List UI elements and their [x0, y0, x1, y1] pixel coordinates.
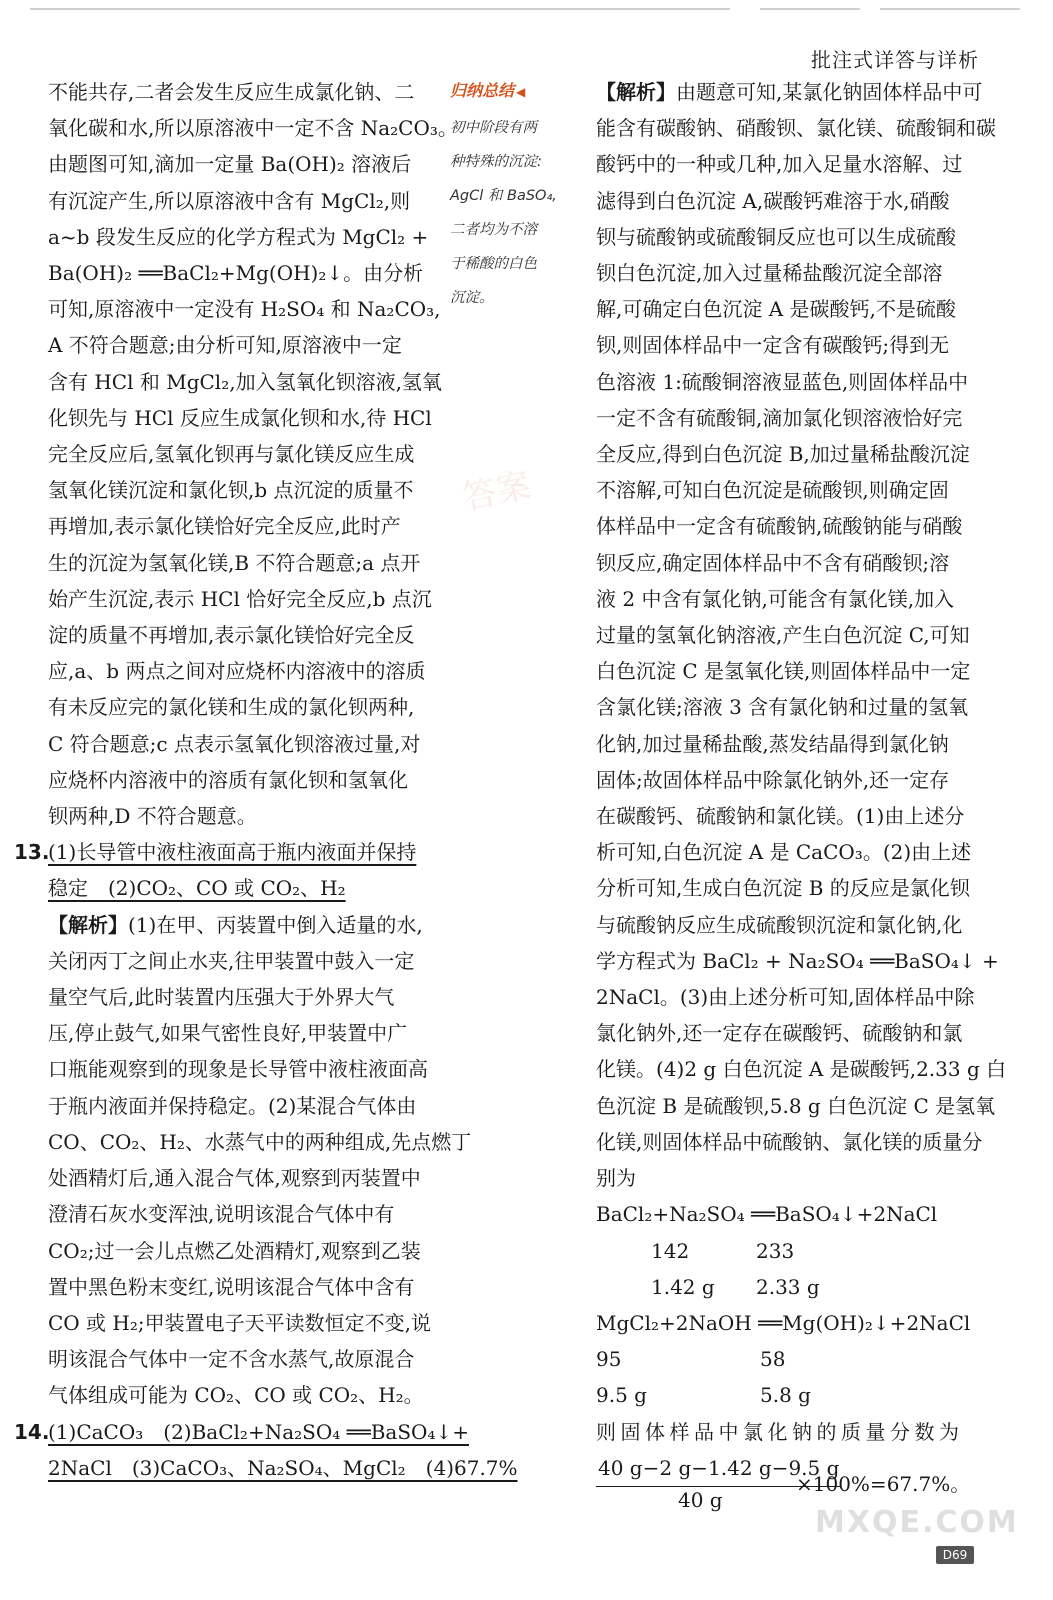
header-title: 批注式详答与详析 [811, 48, 979, 72]
margin-note [450, 80, 570, 315]
text-line: 一定不含有硫酸铜,滴加氯化钡溶液恰好完 [596, 405, 963, 430]
text-line: 分析可知,生成白色沉淀 B 的反应是氯化钡 [596, 876, 970, 901]
text-span: (1)在甲、丙装置中倒入适量的水, [128, 912, 423, 937]
watermark: MXQE.COM [815, 1505, 1019, 1540]
text-line: 含有 HCl 和 MgCl₂,加入氢氧化钡溶液,氢氧 [48, 369, 442, 394]
calc-mr-row-1 [596, 1233, 986, 1269]
analysis-tag: 【解析】 [48, 912, 128, 937]
answer-text: 稳定 (2)CO₂、CO 或 CO₂、H₂ [48, 876, 346, 901]
fraction-result: ×100%=67.7%。 [796, 1471, 971, 1496]
question-number: 14. [14, 1419, 50, 1444]
text-line: 与硫酸钠反应生成硫酸钡沉淀和氯化钠,化 [596, 912, 963, 937]
text-line: CO₂;过一会儿点燃乙处酒精灯,观察到乙装 [48, 1238, 421, 1263]
text-line: 关闭丙丁之间止水夹,往甲装置中鼓入一定 [48, 948, 415, 973]
text-line: 氯化钠外,还一定存在碳酸钙、硫酸钠和氯 [596, 1021, 963, 1046]
text-line: 全反应,得到白色沉淀 B,加过量稀盐酸沉淀 [596, 442, 970, 467]
text-line: 别为 [596, 1166, 636, 1191]
faint-stamp: 答案 [459, 465, 535, 519]
text-line: 有未反应完的氯化镁和生成的氯化钡两种, [48, 695, 415, 720]
right-column [596, 74, 1007, 1516]
fraction-numerator: 40 g−2 g−1.42 g−9.5 g [596, 1450, 841, 1487]
calc-equation-2: MgCl₂+2NaOH ══Mg(OH)₂↓+2NaCl [596, 1310, 971, 1335]
text-line: 淀的质量不再增加,表示氯化镁恰好完全反 [48, 623, 415, 648]
text-line: 处酒精灯后,通入混合气体,观察到丙装置中 [48, 1166, 421, 1191]
text-line: 化镁。(4)2 g 白色沉淀 A 是碳酸钙,2.33 g 白 [596, 1057, 1007, 1082]
note-line: 二者均为不溶 [450, 222, 537, 238]
q13-analysis-start [48, 907, 442, 943]
text-line: 滤得到白色沉淀 A,碳酸钙难溶于水,硝酸 [596, 188, 950, 213]
text-line: 钡与硫酸钠或硫酸铜反应也可以生成硫酸 [596, 224, 956, 249]
text-line: CO 或 H₂;甲装置电子天平读数恒定不变,说 [48, 1310, 431, 1335]
text-line: 置中黑色粉末变红,说明该混合气体中含有 [48, 1274, 415, 1299]
text-line: 量空气后,此时装置内压强大于外界大气 [48, 985, 395, 1010]
text-line: 色沉淀 B 是硫酸钡,5.8 g 白色沉淀 C 是氢氧 [596, 1093, 996, 1118]
text-line: 钡白色沉淀,加入过量稀盐酸沉淀全部溶 [596, 261, 943, 286]
text-line: 压,停止鼓气,如果气密性良好,甲装置中广 [48, 1021, 408, 1046]
text-line: 于瓶内液面并保持稳定。(2)某混合气体由 [48, 1093, 417, 1118]
text-line: 完全反应后,氢氧化钡再与氯化镁反应生成 [48, 442, 415, 467]
text-line: 钡两种,D 不符合题意。 [48, 804, 257, 829]
text-line: 白色沉淀 C 是氢氧化镁,则固体样品中一定 [596, 659, 971, 684]
text-line: 氧化碳和水,所以原溶液中一定不含 Na₂CO₃。 [48, 116, 458, 141]
page-number: D69 [936, 1546, 974, 1564]
header-rule [0, 8, 1053, 11]
text-line: 体样品中一定含有硫酸钠,硫酸钠能与硝酸 [596, 514, 963, 539]
calc-mass-row-1 [596, 1269, 986, 1305]
q14-answer-cont [48, 1450, 518, 1486]
text-line: 澄清石灰水变浑浊,说明该混合气体中有 [48, 1202, 395, 1227]
note-title-text: 归纳总结 [450, 81, 515, 100]
answer-text: 2NaCl (3)CaCO₃、Na₂SO₄、MgCl₂ (4)67.7% [48, 1455, 518, 1480]
text-line: 有沉淀产生,所以原溶液中含有 MgCl₂,则 [48, 188, 411, 213]
text-line: 再增加,表示氯化镁恰好完全反应,此时产 [48, 514, 401, 539]
calc-mass-row-2 [596, 1377, 986, 1413]
calc-mr-row-2 [596, 1341, 986, 1377]
text-line: 不能共存,二者会发生反应生成氯化钠、二 [48, 80, 415, 104]
text-line: 学方程式为 BaCl₂ + Na₂SO₄ ══BaSO₄↓ + [596, 948, 999, 973]
text-line: 含氯化镁;溶液 3 含有氯化钠和过量的氢氧 [596, 695, 969, 720]
calc-value: 9.5 g [596, 1383, 647, 1408]
note-line: 初中阶段有两 [450, 120, 537, 136]
text-line: 能含有碳酸钠、硝酸钡、氯化镁、硫酸铜和碳 [596, 116, 996, 141]
q13-answer-cont [48, 870, 442, 906]
triangle-left-icon: ◀ [516, 85, 526, 99]
text-line: 口瓶能观察到的现象是长导管中液柱液面高 [48, 1057, 428, 1082]
text-line: 应,a、b 两点之间对应烧杯内溶液中的溶质 [48, 659, 426, 684]
fraction-denominator: 40 g [678, 1487, 723, 1512]
calc-value: 5.8 g [760, 1383, 811, 1408]
analysis-start [596, 74, 986, 110]
text-line: 化镁,则固体样品中硫酸钠、氯化镁的质量分 [596, 1129, 983, 1154]
note-line: 种特殊的沉淀: [450, 154, 542, 170]
text-line: 酸钙中的一种或几种,加入足量水溶解、过 [596, 152, 963, 177]
text-line: 始产生沉淀,表示 HCl 恰好完全反应,b 点沉 [48, 586, 432, 611]
calc-value: 2.33 g [756, 1274, 820, 1299]
text-line: 氢氧化镁沉淀和氯化钡,b 点沉淀的质量不 [48, 478, 414, 503]
text-line: C 符合题意;c 点表示氢氧化钡溶液过量,对 [48, 731, 421, 756]
question-number: 13. [14, 840, 50, 865]
text-line: 液 2 中含有氯化钠,可能含有氯化镁,加入 [596, 586, 955, 611]
q13-answer [14, 834, 442, 870]
text-line: 应烧杯内溶液中的溶质有氯化钡和氢氧化 [48, 767, 408, 792]
q14-answer [14, 1414, 469, 1450]
text-line: 气体组成可能为 CO₂、CO 或 CO₂、H₂。 [48, 1383, 424, 1408]
text-line: A 不符合题意;由分析可知,原溶液中一定 [48, 333, 402, 358]
text-line: 过量的氢氧化钠溶液,产生白色沉淀 C,可知 [596, 623, 970, 648]
calc-value: 233 [756, 1238, 795, 1263]
text-line: 2NaCl。(3)由上述分析可知,固体样品中除 [596, 985, 975, 1010]
text-line: 色溶液 1:硫酸铜溶液显蓝色,则固体样品中 [596, 369, 969, 394]
text-span: 由题意可知,某氯化钠固体样品中可 [676, 80, 983, 104]
text-line: 不溶解,可知白色沉淀是硫酸钡,则确定固 [596, 478, 949, 503]
text-line: 明该混合气体中一定不含水蒸气,故原混合 [48, 1347, 415, 1372]
text-line: a~b 段发生反应的化学方程式为 MgCl₂ + [48, 224, 429, 249]
text-line: 在碳酸钙、硫酸钠和氯化镁。(1)由上述分 [596, 804, 965, 829]
text-line: 由题图可知,滴加一定量 Ba(OH)₂ 溶液后 [48, 152, 412, 177]
answer-text: (1)CaCO₃ (2)BaCl₂+Na₂SO₄ ══BaSO₄↓+ [48, 1419, 469, 1444]
note-line: 于稀酸的白色 [450, 256, 537, 272]
answer-text: (1)长导管中液柱液面高于瓶内液面并保持 [48, 840, 417, 865]
text-line: 化钠,加过量稀盐酸,蒸发结晶得到氯化钠 [596, 731, 949, 756]
calc-value: 1.42 g [651, 1274, 715, 1299]
text-line: 化钡先与 HCl 反应生成氯化钡和水,待 HCl [48, 405, 432, 430]
text-line: 钡,则固体样品中一定含有碳酸钙;得到无 [596, 333, 950, 358]
calc-value: 142 [651, 1238, 690, 1263]
text-line: 固体;故固体样品中除氯化钠外,还一定存 [596, 767, 950, 792]
text-line: CO、CO₂、H₂、水蒸气中的两种组成,先点燃丁 [48, 1129, 472, 1154]
note-title [450, 80, 570, 103]
note-line: 沉淀。 [450, 290, 494, 306]
calc-value: 95 [596, 1347, 622, 1372]
calc-equation-1: BaCl₂+Na₂SO₄ ══BaSO₄↓+2NaCl [596, 1202, 938, 1227]
calc-value: 58 [760, 1347, 786, 1372]
analysis-tag: 【解析】 [596, 80, 676, 104]
note-line: AgCl 和 BaSO₄, [450, 188, 557, 204]
text-line: Ba(OH)₂ ══BaCl₂+Mg(OH)₂↓。由分析 [48, 261, 424, 286]
text-line: 生的沉淀为氢氧化镁,B 不符合题意;a 点开 [48, 550, 421, 575]
text-line: 可知,原溶液中一定没有 H₂SO₄ 和 Na₂CO₃, [48, 297, 441, 322]
text-line: 解,可确定白色沉淀 A 是碳酸钙,不是硫酸 [596, 297, 956, 322]
text-line: 析可知,白色沉淀 A 是 CaCO₃。(2)由上述 [596, 840, 972, 865]
text-line: 钡反应,确定固体样品中不含有硝酸钡;溶 [596, 550, 950, 575]
conclusion-line: 则固体样品中氯化钠的质量分数为 [596, 1419, 964, 1444]
